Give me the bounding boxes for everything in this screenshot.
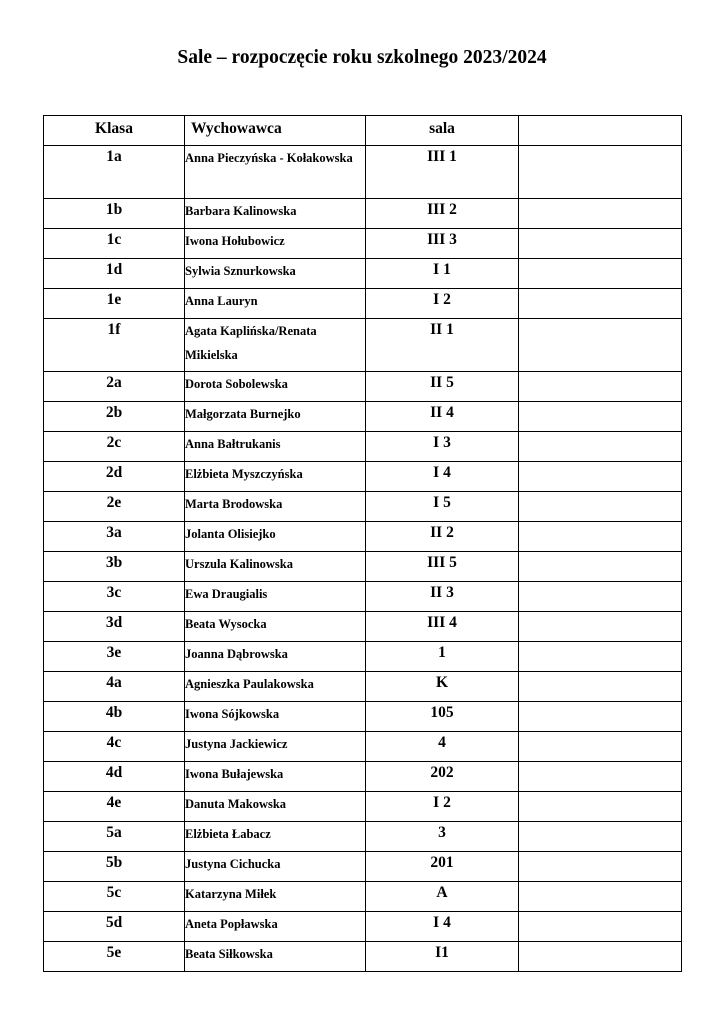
room-cell: I 5: [366, 492, 519, 522]
teacher-cell: Justyna Cichucka: [185, 852, 366, 882]
empty-cell: [519, 229, 682, 259]
teacher-cell: Małgorzata Burnejko: [185, 402, 366, 432]
teacher-cell: Iwona Hołubowicz: [185, 229, 366, 259]
empty-cell: [519, 492, 682, 522]
room-cell: I 4: [366, 912, 519, 942]
teacher-cell: Aneta Popławska: [185, 912, 366, 942]
empty-cell: [519, 732, 682, 762]
table-row: [44, 462, 682, 492]
class-cell: 3d: [44, 612, 185, 642]
room-cell: II 3: [366, 582, 519, 612]
class-cell: 1b: [44, 199, 185, 229]
table-row: [44, 432, 682, 462]
class-cell: 2c: [44, 432, 185, 462]
room-cell: II 4: [366, 402, 519, 432]
empty-cell: [519, 792, 682, 822]
empty-cell: [519, 582, 682, 612]
class-cell: 4c: [44, 732, 185, 762]
table-row: [44, 702, 682, 732]
empty-cell: [519, 642, 682, 672]
empty-cell: [519, 852, 682, 882]
room-cell: 202: [366, 762, 519, 792]
class-cell: 1f: [44, 319, 185, 372]
empty-cell: [519, 912, 682, 942]
table-row: [44, 792, 682, 822]
empty-cell: [519, 822, 682, 852]
class-cell: 1a: [44, 146, 185, 199]
room-cell: 4: [366, 732, 519, 762]
teacher-cell: Barbara Kalinowska: [185, 199, 366, 229]
room-cell: III 1: [366, 146, 519, 199]
class-cell: 1e: [44, 289, 185, 319]
table-row: [44, 582, 682, 612]
room-cell: III 2: [366, 199, 519, 229]
teacher-cell: Ewa Draugialis: [185, 582, 366, 612]
table-row: [44, 912, 682, 942]
table-row: [44, 372, 682, 402]
table-header-row: [44, 116, 682, 146]
empty-cell: [519, 372, 682, 402]
teacher-cell: Anna Pieczyńska - Kołakowska: [185, 146, 366, 199]
table-row: [44, 672, 682, 702]
teacher-cell: Dorota Sobolewska: [185, 372, 366, 402]
empty-cell: [519, 289, 682, 319]
empty-cell: [519, 402, 682, 432]
table-row: [44, 942, 682, 972]
classroom-table: [43, 115, 682, 972]
header-sala: sala: [366, 116, 519, 146]
empty-cell: [519, 432, 682, 462]
room-cell: 3: [366, 822, 519, 852]
class-cell: 4a: [44, 672, 185, 702]
class-cell: 3a: [44, 522, 185, 552]
room-cell: II 5: [366, 372, 519, 402]
room-cell: I 2: [366, 289, 519, 319]
table-row: [44, 402, 682, 432]
page-title: Sale – rozpoczęcie roku szkolnego 2023/2024: [177, 47, 547, 68]
class-cell: 4b: [44, 702, 185, 732]
table-row: [44, 229, 682, 259]
class-cell: 1d: [44, 259, 185, 289]
room-cell: I 2: [366, 792, 519, 822]
teacher-cell: Joanna Dąbrowska: [185, 642, 366, 672]
class-cell: 2e: [44, 492, 185, 522]
class-cell: 5b: [44, 852, 185, 882]
class-cell: 2b: [44, 402, 185, 432]
teacher-cell: Urszula Kalinowska: [185, 552, 366, 582]
empty-cell: [519, 146, 682, 199]
teacher-cell: Agata Kaplińska/Renata Mikielska: [185, 319, 366, 372]
header-empty: [519, 116, 682, 146]
table-row: [44, 259, 682, 289]
table-row: [44, 822, 682, 852]
table-row: [44, 319, 682, 372]
room-cell: 1: [366, 642, 519, 672]
table-row: [44, 289, 682, 319]
empty-cell: [519, 462, 682, 492]
table-row: [44, 522, 682, 552]
empty-cell: [519, 942, 682, 972]
class-cell: 4d: [44, 762, 185, 792]
teacher-cell: Iwona Sójkowska: [185, 702, 366, 732]
class-cell: 5e: [44, 942, 185, 972]
empty-cell: [519, 702, 682, 732]
room-cell: I 3: [366, 432, 519, 462]
empty-cell: [519, 259, 682, 289]
room-cell: III 4: [366, 612, 519, 642]
class-cell: 5a: [44, 822, 185, 852]
teacher-cell: Anna Lauryn: [185, 289, 366, 319]
teacher-cell: Danuta Makowska: [185, 792, 366, 822]
table-row: [44, 852, 682, 882]
teacher-cell: Agnieszka Paulakowska: [185, 672, 366, 702]
table-row: [44, 199, 682, 229]
room-cell: I1: [366, 942, 519, 972]
room-cell: A: [366, 882, 519, 912]
table-row: [44, 882, 682, 912]
teacher-cell: Justyna Jackiewicz: [185, 732, 366, 762]
empty-cell: [519, 552, 682, 582]
class-cell: 3c: [44, 582, 185, 612]
table-row: [44, 552, 682, 582]
class-cell: 5d: [44, 912, 185, 942]
empty-cell: [519, 319, 682, 372]
room-cell: 105: [366, 702, 519, 732]
empty-cell: [519, 522, 682, 552]
room-cell: II 2: [366, 522, 519, 552]
teacher-cell: Beata Siłkowska: [185, 942, 366, 972]
teacher-cell: Jolanta Olisiejko: [185, 522, 366, 552]
table-body: [44, 146, 682, 972]
room-cell: 201: [366, 852, 519, 882]
class-cell: 5c: [44, 882, 185, 912]
class-cell: 2a: [44, 372, 185, 402]
class-cell: 3e: [44, 642, 185, 672]
teacher-cell: Elżbieta Łabacz: [185, 822, 366, 852]
table-row: [44, 642, 682, 672]
teacher-cell: Elżbieta Myszczyńska: [185, 462, 366, 492]
class-cell: 1c: [44, 229, 185, 259]
header-klasa: Klasa: [44, 116, 185, 146]
table-row: [44, 146, 682, 199]
room-cell: II 1: [366, 319, 519, 372]
table-row: [44, 762, 682, 792]
room-cell: III 3: [366, 229, 519, 259]
class-cell: 4e: [44, 792, 185, 822]
room-cell: III 5: [366, 552, 519, 582]
teacher-cell: Anna Bałtrukanis: [185, 432, 366, 462]
empty-cell: [519, 199, 682, 229]
empty-cell: [519, 882, 682, 912]
room-cell: K: [366, 672, 519, 702]
empty-cell: [519, 762, 682, 792]
room-cell: I 4: [366, 462, 519, 492]
teacher-cell: Sylwia Sznurkowska: [185, 259, 366, 289]
class-cell: 2d: [44, 462, 185, 492]
table-row: [44, 732, 682, 762]
header-wychowawca: Wychowawca: [185, 116, 366, 146]
table-row: [44, 612, 682, 642]
teacher-cell: Katarzyna Miłek: [185, 882, 366, 912]
teacher-cell: Marta Brodowska: [185, 492, 366, 522]
table-row: [44, 492, 682, 522]
class-cell: 3b: [44, 552, 185, 582]
empty-cell: [519, 612, 682, 642]
teacher-cell: Iwona Bułajewska: [185, 762, 366, 792]
room-cell: I 1: [366, 259, 519, 289]
empty-cell: [519, 672, 682, 702]
teacher-cell: Beata Wysocka: [185, 612, 366, 642]
